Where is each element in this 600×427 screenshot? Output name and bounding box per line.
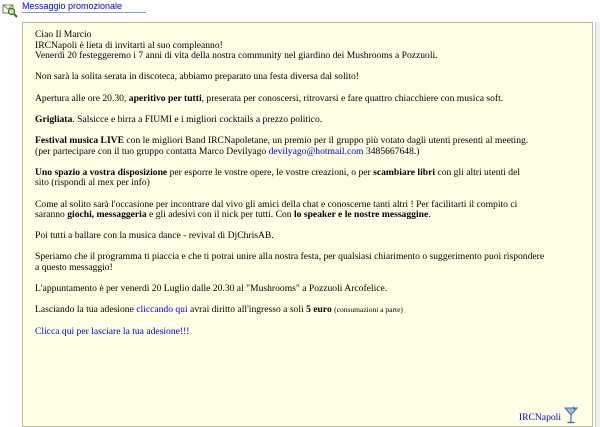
scambiare-libri-bold: scambiare libri: [373, 166, 436, 178]
consumazioni-note: (consumazioni a parte): [334, 305, 403, 315]
aperitivo-paragraph: [35, 94, 575, 105]
greeting-line: Ciao Il Marcio: [35, 29, 92, 40]
message-panel: [22, 22, 593, 427]
header: [0, 0, 600, 24]
footer: [519, 406, 578, 424]
giochi-bold: giochi, messaggeria: [67, 209, 147, 221]
adesione-paragraph: [35, 305, 575, 316]
message-body: [35, 30, 575, 348]
event-date-line: Venerdì 20 festeggeremo i 7 anni di vita della nostra community nel giardino dei Mushrooms a Pozzuoli.: [35, 50, 438, 62]
intro-paragraph: Non sarà la solita serata in discoteca, abbiamo preparato una festa diversa dal solito!: [35, 71, 359, 83]
speriamo-paragraph: [35, 252, 575, 273]
occasione-text-d: e gli adesivi con il nick per tutti. Con: [146, 209, 294, 221]
invite-line: IRCNapoli è lieta di invitarti al suo compleanno!: [35, 39, 223, 51]
cocktail-glass-icon: [564, 406, 578, 424]
occasione-paragraph: [35, 200, 575, 221]
cta-paragraph: [35, 327, 575, 338]
aperitivo-text-a: Apertura alle ore 20.30,: [35, 92, 129, 104]
speriamo-text-b: a questo messaggio!: [35, 262, 113, 274]
contact-email-link[interactable]: devilyago@hotmail.com: [268, 145, 364, 157]
grigliata-bold: Grigliata: [35, 113, 73, 125]
adesione-text-a: Lasciando la tua adesione: [35, 304, 137, 316]
occasione-text-a: Come al solito sarà l'occasione per incontrare dal vivo gli amici della chat e conoscerne tanti altri ! Per facilitarti il compito ci: [35, 198, 518, 210]
grigliata-text: . Salsicce e birra a FIUMI e i migliori cocktails a prezzo politico.: [72, 113, 323, 125]
adesione-cta-link[interactable]: Clicca qui per lasciare la tua adesione!!!: [35, 325, 190, 337]
appuntamento-paragraph: L'appuntamento è per venerdì 20 Luglio dalle 20.30 al "Mushrooms" a Pozzuoli Arcofelice.: [35, 283, 388, 295]
header-title: Messaggio promozionale: [22, 1, 123, 11]
cliccando-qui-link[interactable]: cliccando qui: [136, 304, 188, 316]
occasione-text-b: saranno: [35, 209, 68, 221]
festival-contact-phone: 3485667648.): [363, 145, 420, 157]
aperitivo-text-c: , preserata per conoscersi, ritrovarsi e fare quattro chiacchiere con musica soft.: [201, 92, 504, 104]
ircnapoli-footer-link[interactable]: IRCNapoli: [518, 412, 561, 423]
spazio-paragraph: [35, 168, 575, 189]
message-magnifier-icon: [2, 2, 18, 18]
festival-contact-text: (per partecipare con il tuo gruppo contatta Marco Devilyago: [35, 145, 269, 157]
adesione-text-b: avrai diritto all'ingresso a soli: [187, 304, 307, 316]
festival-paragraph: [35, 136, 575, 157]
festival-bold: Festival musica LIVE: [35, 134, 125, 146]
grigliata-paragraph: [35, 115, 575, 126]
occasione-text-f: .: [428, 209, 431, 221]
spazio-bold: Uno spazio a vostra disposizione: [35, 166, 168, 178]
spazio-text-e: sito (rispondi al mex per info): [35, 177, 150, 189]
speriamo-text-a: Speriamo che il programma ti piaccia e che ti potrai unire alla nostra festa, per qualsiasi chiarimento o suggerimento puoi rispondere: [35, 251, 545, 263]
spazio-text-b: per esporre le vostre opere, le vostre creazioni, o per: [167, 166, 374, 178]
aperitivo-bold: aperitivo per tutti: [128, 92, 202, 104]
spazio-text-d: con gli altri utenti del: [435, 166, 521, 178]
speaker-bold: lo speaker e le nostre messaggine: [294, 209, 429, 221]
price-bold: 5 euro: [306, 304, 332, 316]
festival-text: con le migliori Band IRCNapoletane, un premio per il gruppo più votato dagli utenti presenti al meeting.: [124, 134, 529, 146]
scrollbar-edge[interactable]: [595, 22, 600, 427]
greeting-paragraph: [35, 30, 575, 62]
header-divider: [22, 12, 146, 13]
ballare-paragraph: Poi tutti a ballare con la musica dance - revival di DjChrisAB.: [35, 230, 274, 242]
